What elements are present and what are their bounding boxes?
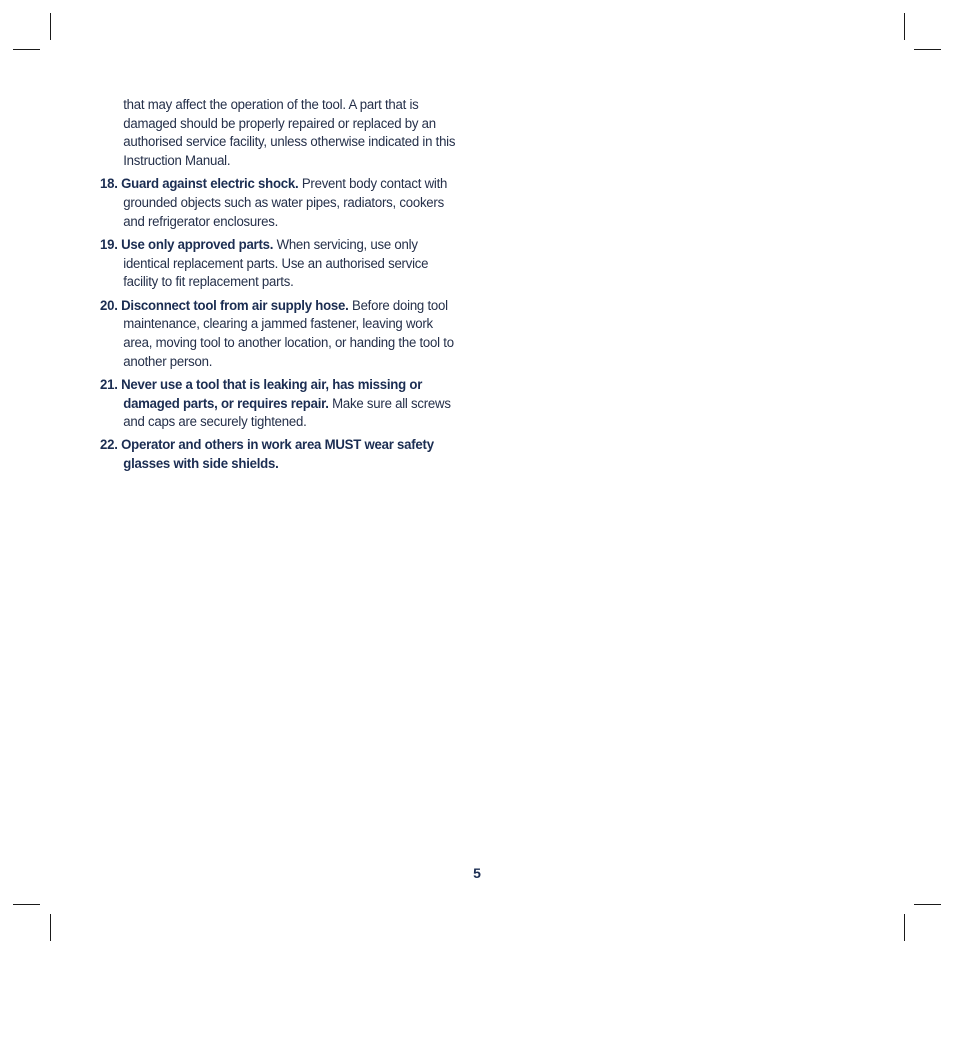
crop-mark-top-left-v bbox=[50, 13, 51, 40]
crop-mark-top-right-h bbox=[914, 49, 941, 50]
crop-mark-bottom-left-h bbox=[13, 904, 40, 905]
item-heading: Operator and others in work area MUST wear safety glasses with side shields. bbox=[121, 437, 434, 473]
crop-mark-bottom-left-v bbox=[50, 914, 51, 941]
item-body: When servicing, use only identical replacement parts. Use an authorised service facility to fit replacement parts. bbox=[123, 236, 429, 291]
list-item-18 bbox=[100, 175, 465, 231]
crop-mark-bottom-right-h bbox=[914, 904, 941, 905]
item-heading: Never use a tool that is leaking air, has missing or damaged parts, or requires repair. bbox=[121, 376, 423, 412]
item-heading: Use only approved parts. bbox=[121, 236, 274, 253]
item-body: Prevent body contact with grounded objects such as water pipes, radiators, cookers and refrigerator enclosures. bbox=[123, 176, 448, 230]
item-number: 20. bbox=[100, 297, 118, 314]
continuation-paragraph: that may affect the operation of the tool. A part that is damaged should be properly repaired or replaced by an authorised service facility, unless otherwise indicated in this Instruction Manual. bbox=[123, 97, 456, 170]
item-number: 19. bbox=[100, 236, 118, 253]
item-number: 22. bbox=[100, 437, 118, 454]
crop-mark-top-right-v bbox=[904, 13, 905, 40]
page-number: 5 bbox=[473, 865, 481, 881]
item-body: Make sure all screws and caps are securely tightened. bbox=[123, 395, 451, 431]
crop-mark-top-left-h bbox=[13, 49, 40, 50]
crop-mark-bottom-right-v bbox=[904, 914, 905, 941]
list-item-20 bbox=[100, 297, 465, 372]
item-number: 18. bbox=[100, 176, 118, 193]
list-item-21 bbox=[100, 376, 465, 432]
item-heading: Guard against electric shock. bbox=[121, 176, 299, 193]
list-item-19 bbox=[100, 236, 465, 292]
safety-instructions-list bbox=[100, 96, 465, 478]
item-heading: Disconnect tool from air supply hose. bbox=[121, 297, 349, 314]
item-body: Before doing tool maintenance, clearing a jammed fastener, leaving work area, moving tool to another location, or handing the tool to another person. bbox=[123, 297, 454, 370]
item-number: 21. bbox=[100, 376, 118, 393]
list-item-22 bbox=[100, 436, 465, 473]
